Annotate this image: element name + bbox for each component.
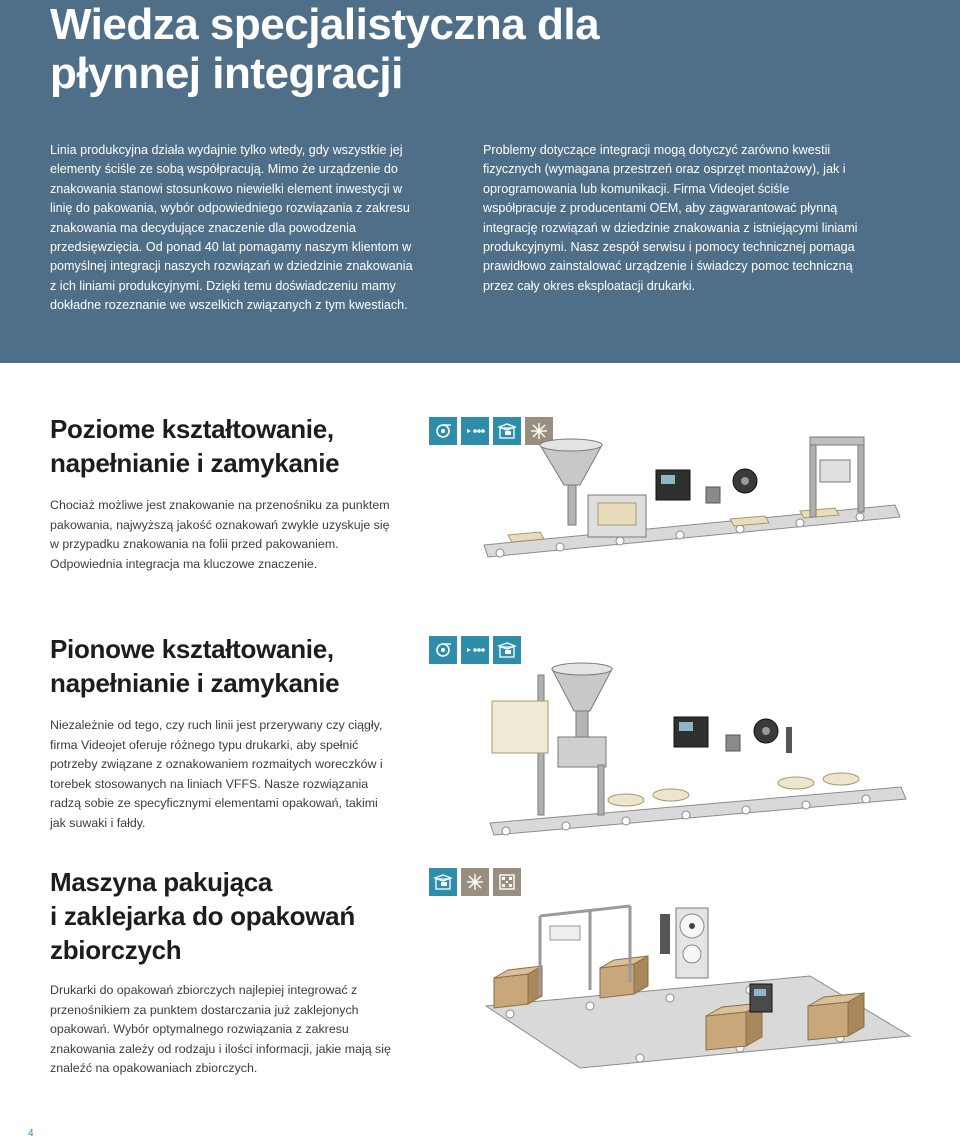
page-number: 4 [28,1128,34,1139]
thermal-transfer-icon [429,636,457,664]
section-title-line1: Poziome kształtowanie, [50,414,334,444]
continuous-inkjet-icon [461,636,489,664]
section-title-line1: Pionowe kształtowanie, [50,634,334,664]
section-title-line2: napełnianie i zamykanie [50,668,340,698]
vertical-ffs-illustration [486,655,910,845]
hero-title [50,0,750,98]
section-title [50,632,410,700]
section-case-packer [0,858,960,1088]
section-horizontal-ffs [0,405,960,585]
section-title-line2: napełnianie i zamykanie [50,448,340,478]
case-packer-illustration [480,886,920,1086]
section-body: Drukarki do opakowań zbiorczych najlepiej integrować z przenośnikiem za punktem dostarczania już zaklejonych opakowań. Wybór optymalnego rozwiązania z zakresu znakowania zależy od rodzaju i ilości informacji, jakie mają się znaleźć na opakowaniach zbiorczych. [50,983,391,1075]
hero-right-paragraph: Problemy dotyczące integracji mogą dotyczyć zarówno kwestii fizycznych (wymagana przestrzeń oraz osprzęt montażowy), jak i oprogramowania lub komunikacji. Firma Videojet ściśle współpracuje z producentami OEM, aby zagwarantować płynną integrację rozwiązań w dziedzinie znakowania z istniejącymi liniami produkcyjnymi. Nasz zespół serwisu i pomocy technicznej pomaga prawidłowo zainstalować urządzenie i świadczy pomoc techniczną przez cały okres eksploatacji drukarki. [483,143,858,293]
section-title-line2: i zaklejarka do opakowań [50,901,355,931]
hero-left-paragraph: Linia produkcyjna działa wydajnie tylko wtedy, gdy wszystkie jej elementy ściśle ze sobą współpracują. Mimo że urządzenie do znakowania stanowi stosunkowo niewielki element inwestycji w linię do pakowania, wybór odpowiedniego rozwiązania z zakresu znakowania ma decydujące znaczenie dla powodzenia przedsięwzięcia. Od ponad 40 lat pomagamy naszym klientom w pomyślnej integracji naszych rozwiązań w dziedzinie znakowania z ich liniami produkcyjnymi. Dzięki temu doświadczeniu mamy dokładne rozeznanie we wszelkich związanych z tym kwestiach. [50,143,413,313]
hero-title-line1: Wiedza specjalistyczna dla [50,0,600,49]
horizontal-ffs-illustration [480,435,910,565]
hero-banner [0,0,960,363]
label-printer-icon [429,868,457,896]
section-vertical-ffs [0,625,960,845]
hero-title-line2: płynnej integracji [50,49,403,98]
thermal-transfer-icon [429,417,457,445]
section-body: Niezależnie od tego, czy ruch linii jest przerywany czy ciągły, firma Videojet oferuje różnego typu drukarki, aby spełnić potrzeby związane z oznakowaniem rozmaitych woreczków i torebek stosowanych na liniach VFFS. Nasze rozwiązania radzą sobie ze specyficznymi elementami opakowań, takimi jak suwaki i fałdy. [50,718,383,830]
section-title [50,865,410,967]
section-title [50,412,410,480]
section-body: Chociaż możliwe jest znakowanie na przenośniku za punktem pakowania, najwyższą jakość oznakowań zwykle uzyskuje się w przypadku znakowania na folii przed pakowaniem. Odpowiednia integracja ma kluczowe znaczenie. [50,498,390,571]
section-title-line1: Maszyna pakująca [50,867,273,897]
section-title-line3: zbiorczych [50,935,182,965]
